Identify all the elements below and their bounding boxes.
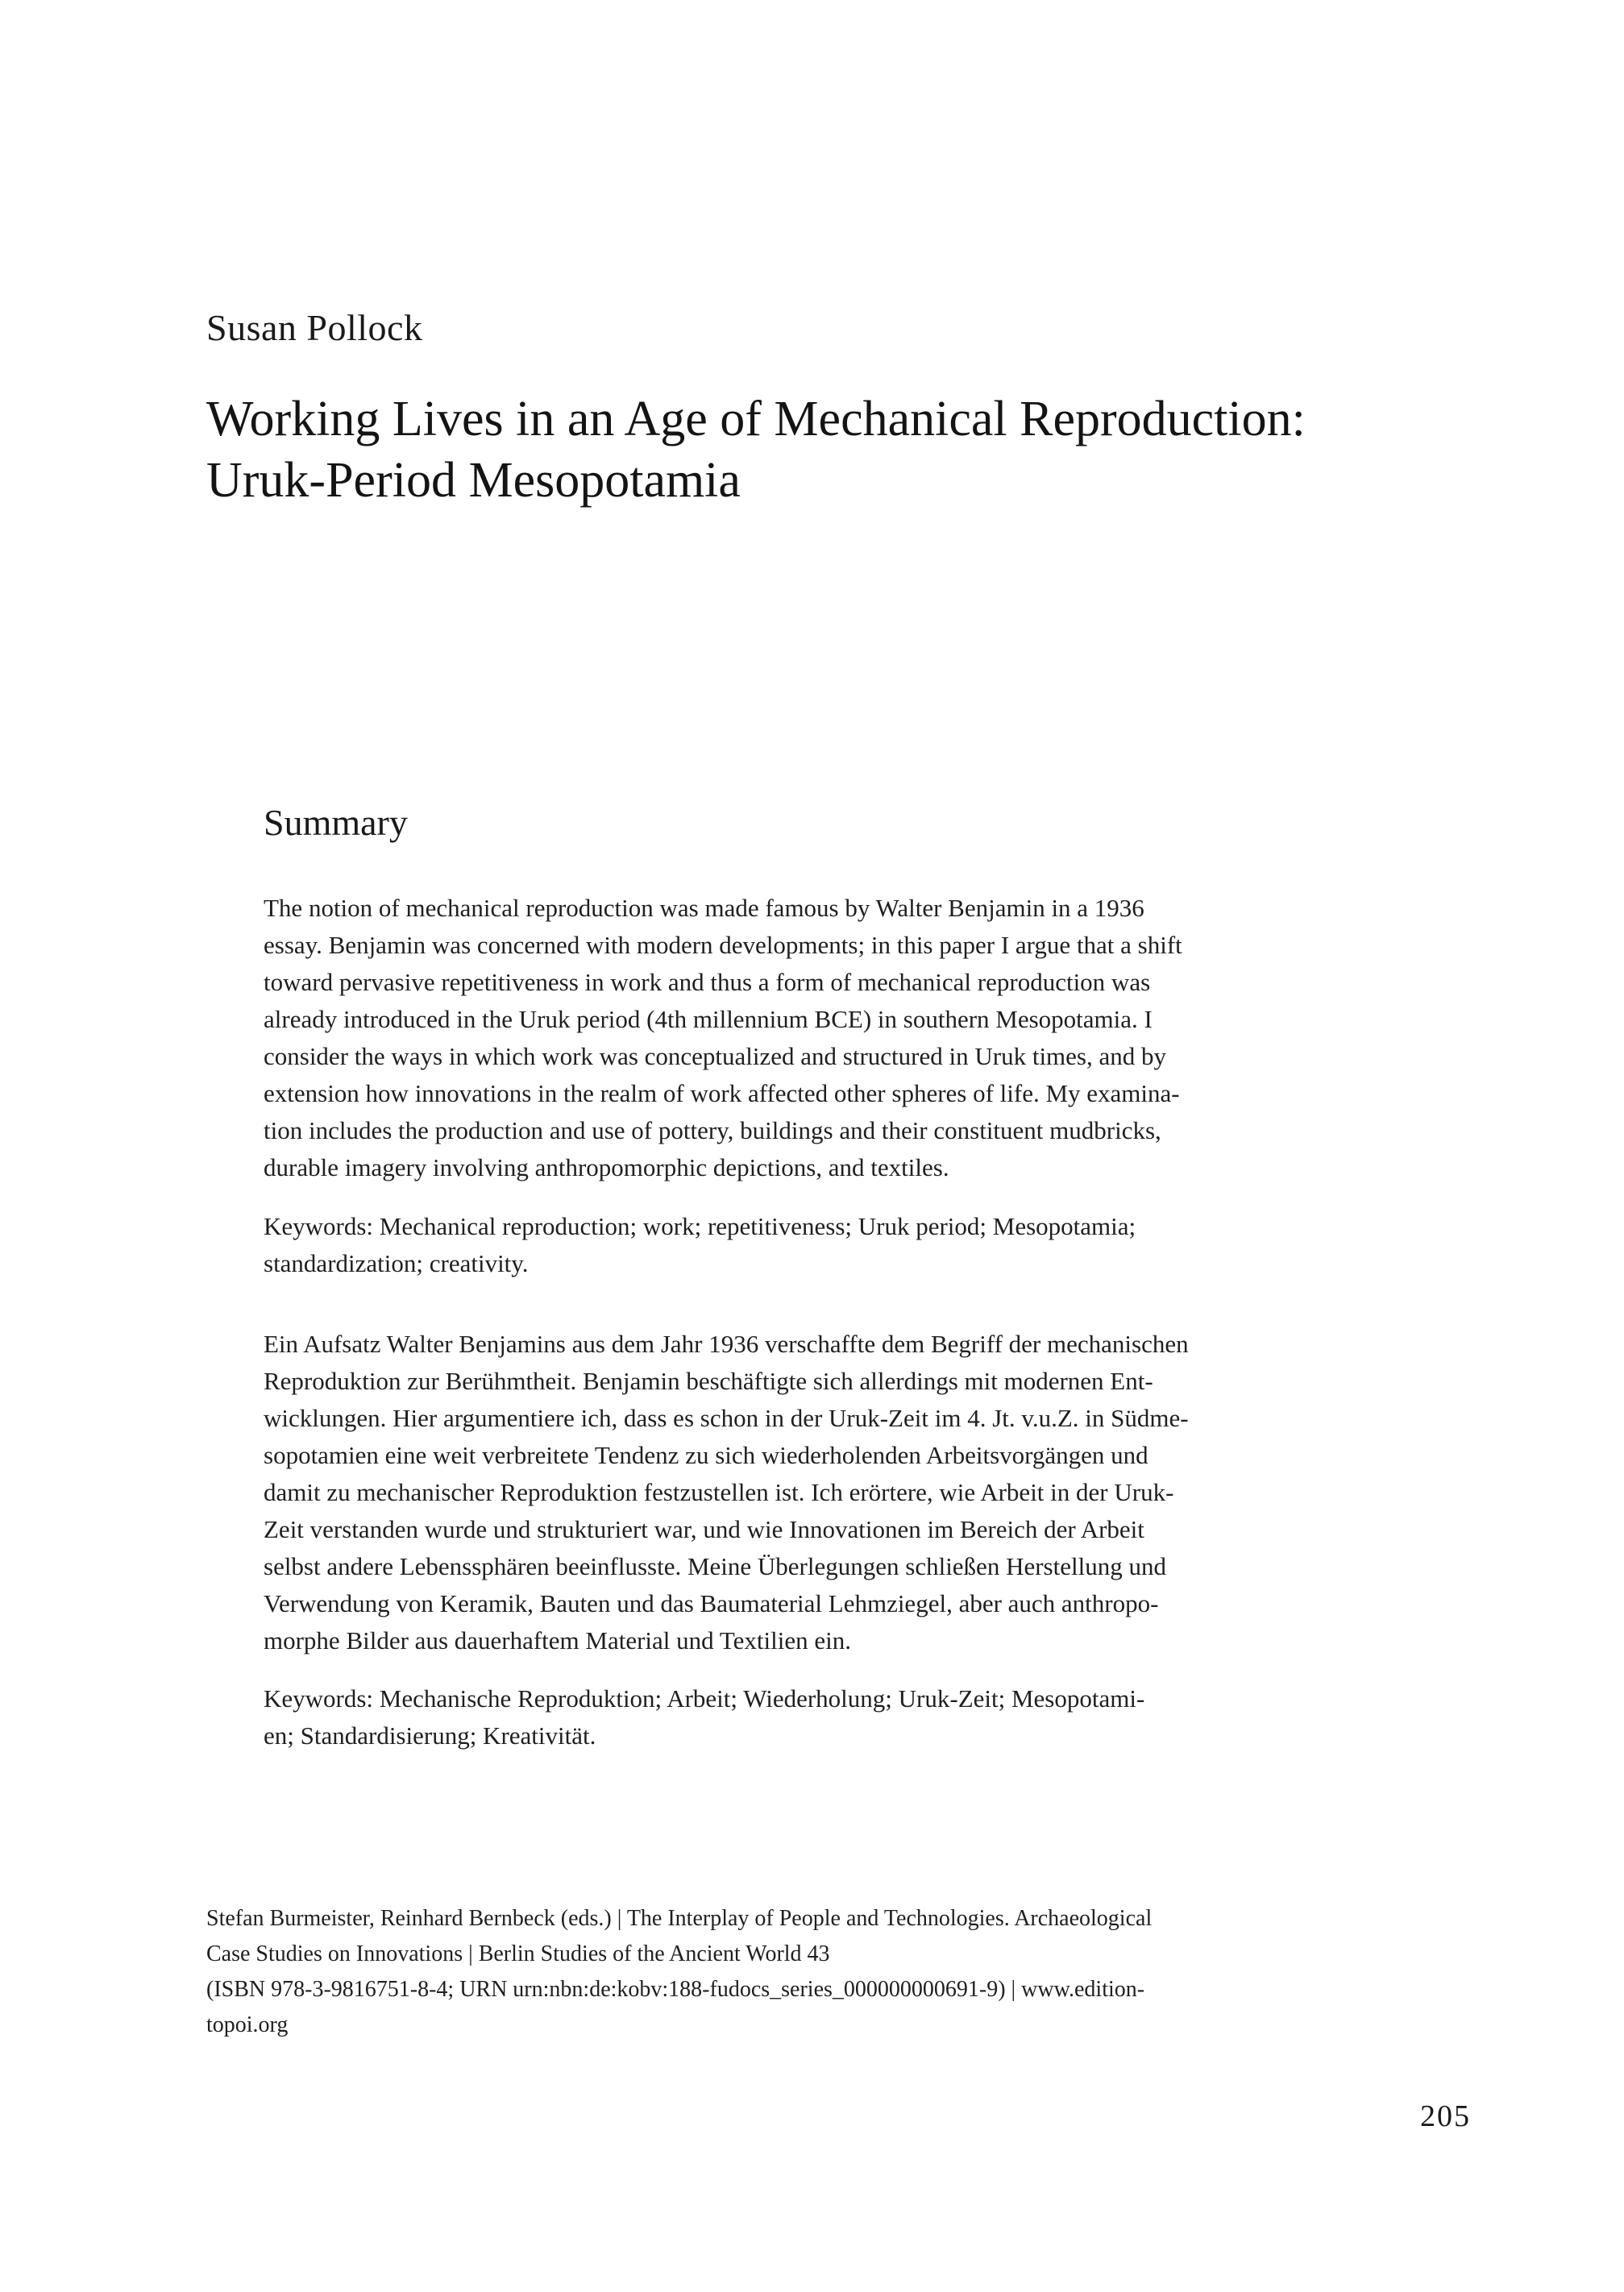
- abstract-en-line: extension how innovations in the realm of work affected other spheres of life. My examina-: [264, 1079, 1180, 1107]
- abstract-en-line: The notion of mechanical reproduction was made famous by Walter Benjamin in a 1936: [264, 894, 1144, 922]
- abstract-en-line: tion includes the production and use of pottery, buildings and their constituent mudbricks,: [264, 1116, 1161, 1144]
- footer-line: (ISBN 978-3-9816751-8-4; URN urn:nbn:de:kobv:188-fudocs_series_000000000691-9) | www.edition-: [206, 1977, 1145, 2002]
- abstract-de-line: selbst andere Lebenssphären beeinflusste. Meine Überlegungen schließen Herstellung und: [264, 1552, 1166, 1580]
- abstract-german: [264, 1326, 1255, 1659]
- abstract-de-line: sopotamien eine weit verbreitete Tendenz zu sich wiederholenden Arbeitsvorgängen und: [264, 1441, 1148, 1469]
- article-title-line-1: Working Lives in an Age of Mechanical Reproduction:: [206, 392, 1306, 446]
- keywords-en-line: standardization; creativity.: [264, 1249, 529, 1277]
- keywords-en-line: Keywords: Mechanical reproduction; work; repetitiveness; Uruk period; Mesopotamia;: [264, 1212, 1136, 1240]
- abstract-en-line: already introduced in the Uruk period (4th millennium BCE) in southern Mesopotamia. I: [264, 1005, 1153, 1033]
- author-name: Susan Pollock: [206, 307, 423, 348]
- abstract-de-line: damit zu mechanischer Reproduktion festzustellen ist. Ich erörtere, wie Arbeit in der Uruk-: [264, 1478, 1174, 1506]
- keywords-de-line: Keywords: Mechanische Reproduktion; Arbeit; Wiederholung; Uruk-Zeit; Mesopotami-: [264, 1684, 1145, 1713]
- footer-line: Stefan Burmeister, Reinhard Bernbeck (eds.) | The Interplay of People and Technologies. Archaeological: [206, 1906, 1153, 1931]
- abstract-de-line: Ein Aufsatz Walter Benjamins aus dem Jahr 1936 verschaffte dem Begriff der mechanischen: [264, 1330, 1189, 1358]
- abstract-en-line: toward pervasive repetitiveness in work and thus a form of mechanical reproduction was: [264, 968, 1151, 996]
- abstract-de-line: morphe Bilder aus dauerhaftem Material und Textilien ein.: [264, 1626, 851, 1655]
- footer-line: Case Studies on Innovations | Berlin Studies of the Ancient World 43: [206, 1941, 830, 1966]
- summary-heading: Summary: [264, 802, 408, 843]
- keywords-de-line: en; Standardisierung; Kreativität.: [264, 1721, 596, 1750]
- abstract-de-line: wicklungen. Hier argumentiere ich, dass es schon in der Uruk-Zeit im 4. Jt. v.u.Z. in Südme-: [264, 1404, 1189, 1432]
- article-title-line-2: Uruk-Period Mesopotamia: [206, 453, 741, 508]
- keywords-german: [264, 1680, 1255, 1754]
- abstract-en-line: consider the ways in which work was conceptualized and structured in Uruk times, and by: [264, 1042, 1166, 1070]
- abstract-de-line: Zeit verstanden wurde und strukturiert war, und wie Innovationen im Bereich der Arbeit: [264, 1515, 1144, 1543]
- abstract-de-line: Verwendung von Keramik, Bauten und das Baumaterial Lehmziegel, aber auch anthropo-: [264, 1589, 1159, 1617]
- abstract-english: [264, 890, 1255, 1186]
- abstract-en-line: durable imagery involving anthropomorphic depictions, and textiles.: [264, 1153, 949, 1181]
- abstract-de-line: Reproduktion zur Berühmtheit. Benjamin beschäftigte sich allerdings mit modernen Ent-: [264, 1367, 1153, 1395]
- footer-line: topoi.org: [206, 2012, 289, 2037]
- page-number: 205: [1420, 2099, 1471, 2133]
- publication-footer: [206, 1901, 1270, 2043]
- abstract-en-line: essay. Benjamin was concerned with modern developments; in this paper I argue that a shift: [264, 931, 1182, 959]
- article-title: [206, 388, 1415, 511]
- keywords-english: [264, 1208, 1255, 1282]
